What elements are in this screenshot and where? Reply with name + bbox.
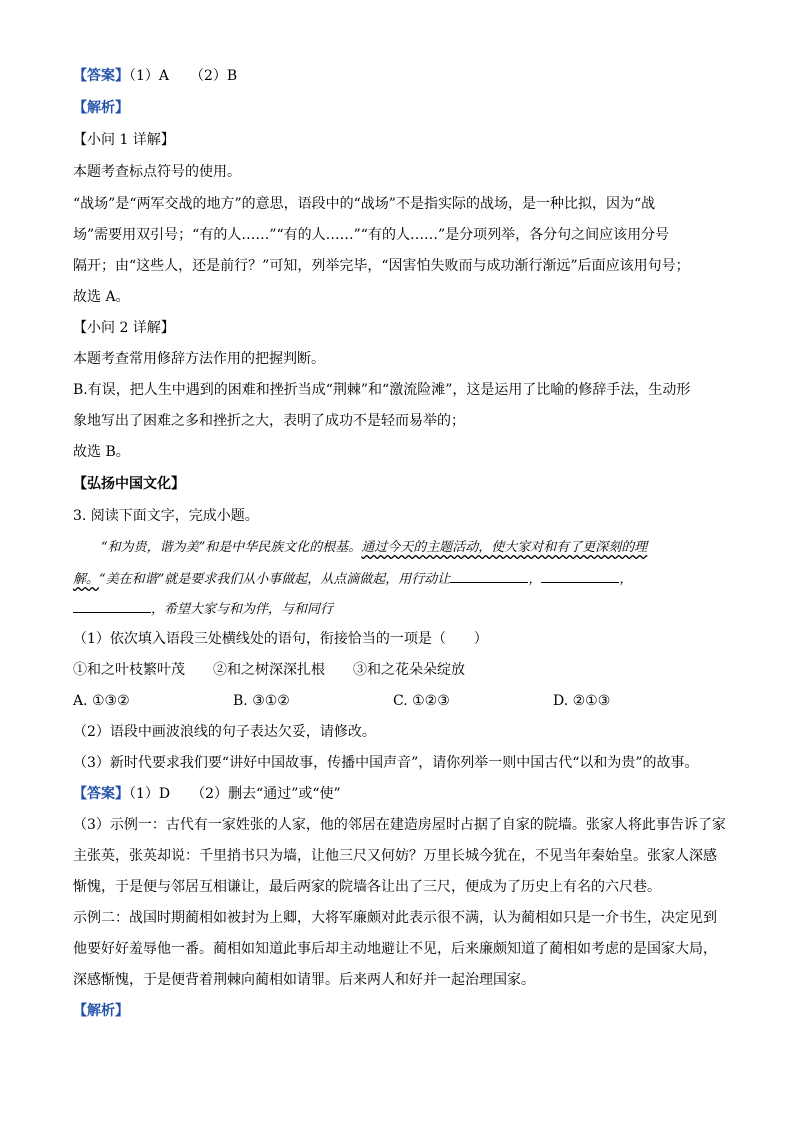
- sub-question-1-heading: 【小问 1 详解】: [73, 132, 175, 148]
- wavy-sentence-part-1: 通过今天的主题活动，使大家对和有了更深刻的理: [361, 540, 648, 555]
- answer-3-line-4: 示例二：战国时期蔺相如被封为上卿，大将军廉颇对此表示很不满，认为蔺相如只是一介书生，决定见到: [73, 910, 717, 926]
- separator-1: ，: [528, 572, 542, 587]
- answer-label: 【答案】: [73, 68, 129, 84]
- blank-1[interactable]: [450, 568, 528, 583]
- blank-2[interactable]: [541, 568, 619, 583]
- analysis-label: 【解析】: [73, 100, 129, 116]
- blank-3[interactable]: [73, 598, 151, 613]
- q2-paragraph-1: 本题考查常用修辞方法作用的把握判断。: [73, 351, 325, 367]
- answer-label-2: 【答案】: [73, 786, 129, 802]
- separator-2: ，: [619, 572, 633, 587]
- q1-paragraph-3: 场”需要用双引号；“有的人……”“有的人……”“有的人……”是分项列举，各分句之间应该用分号: [73, 227, 670, 243]
- q1-paragraph-1: 本题考查标点符号的使用。: [73, 164, 241, 180]
- answer-line-2: [73, 784, 733, 804]
- answer-text-2: （1）D （2）删去“通过”或“使”: [129, 786, 341, 802]
- q2-paragraph-3: 象地写出了困难之多和挫折之大，表明了成功不是轻而易举的；: [73, 413, 465, 429]
- analysis-label-2: 【解析】: [73, 1003, 129, 1019]
- option-d[interactable]: D. ②①③: [553, 693, 611, 709]
- passage-line-3: [73, 598, 733, 620]
- sub-question-2: （2）语段中画波浪线的句子表达欠妥，请修改。: [73, 724, 376, 740]
- analysis-heading-2: [73, 1001, 733, 1021]
- answer-3-line-2: 主张英，张英却说：千里捎书只为墙，让他三尺又何妨？万里长城今犹在，不见当年秦始皇。张家人深感: [73, 848, 717, 864]
- section-heading: 【弘扬中国文化】: [73, 476, 185, 492]
- item-2: ②和之树深深扎根: [213, 662, 325, 678]
- option-c[interactable]: C. ①②③: [393, 693, 450, 709]
- answer-3-line-5: 他要好好羞辱他一番。蔺相如知道此事后却主动地避让不见，后来廉颇知道了蔺相如考虑的是国家大局，: [73, 941, 717, 957]
- options-row: [73, 691, 733, 711]
- answer-line-1: [73, 66, 733, 86]
- q2-paragraph-4: 故选 B。: [73, 444, 130, 460]
- q1-paragraph-5: 故选 A。: [73, 289, 130, 305]
- q1-paragraph-2: “战场”是“两军交战的地方”的意思，语段中的“战场”不是指实际的战场，是一种比拟，因为“战: [73, 196, 656, 212]
- passage-line-1: [101, 538, 761, 558]
- answer-3-line-1: （3）示例一：古代有一家姓张的人家，他的邻居在建造房屋时占据了自家的院墙。张家人将此事告诉了家: [73, 817, 726, 833]
- answer-text: （1）A （2）B: [129, 68, 238, 84]
- items-row: [73, 660, 733, 680]
- sub-question-2-heading: 【小问 2 详解】: [73, 320, 175, 336]
- passage-line-2: [73, 568, 733, 590]
- item-3: ③和之花朵朵绽放: [353, 662, 465, 678]
- sub-question-3: （3）新时代要求我们要“讲好中国故事，传播中国声音”，请你列举一则中国古代“以和为贵”的故事。: [73, 755, 699, 771]
- item-1: ①和之叶枝繁叶茂: [73, 662, 185, 678]
- q1-paragraph-4: 隔开；由“这些人，还是前行？”可知，列举完毕，“因害怕失败而与成功渐行渐远”后面应该用句号；: [73, 258, 690, 274]
- passage-sentence-2: “美在和谐”就是要求我们从小事做起，从点滴做起，用行动让: [99, 572, 451, 587]
- option-a[interactable]: A. ①③②: [73, 693, 130, 709]
- q2-paragraph-2: B.有误，把人生中遇到的困难和挫折当成“荆棘”和“激流险滩”，这是运用了比喻的修辞手法，生动形: [73, 382, 691, 398]
- question-3-prompt: 3. 阅读下面文字，完成小题。: [73, 508, 259, 524]
- wavy-sentence-part-2: 解。: [73, 572, 100, 587]
- passage-sentence-1: “和为贵，谐为美”和是中华民族文化的根基。: [101, 540, 362, 555]
- passage-tail: ，希望大家与和为伴，与和同行: [151, 602, 334, 617]
- analysis-heading-1: [73, 98, 733, 118]
- option-b[interactable]: B. ③①②: [233, 693, 290, 709]
- sub-question-1: （1）依次填入语段三处横线处的语句，衔接恰当的一项是（ ）: [73, 631, 488, 647]
- answer-3-line-6: 深感惭愧，于是便背着荆棘向蔺相如请罪。后来两人和好并一起治理国家。: [73, 972, 535, 988]
- answer-3-line-3: 惭愧，于是便与邻居互相谦让，最后两家的院墙各让出了三尺，便成为了历史上有名的六尺巷。: [73, 879, 661, 895]
